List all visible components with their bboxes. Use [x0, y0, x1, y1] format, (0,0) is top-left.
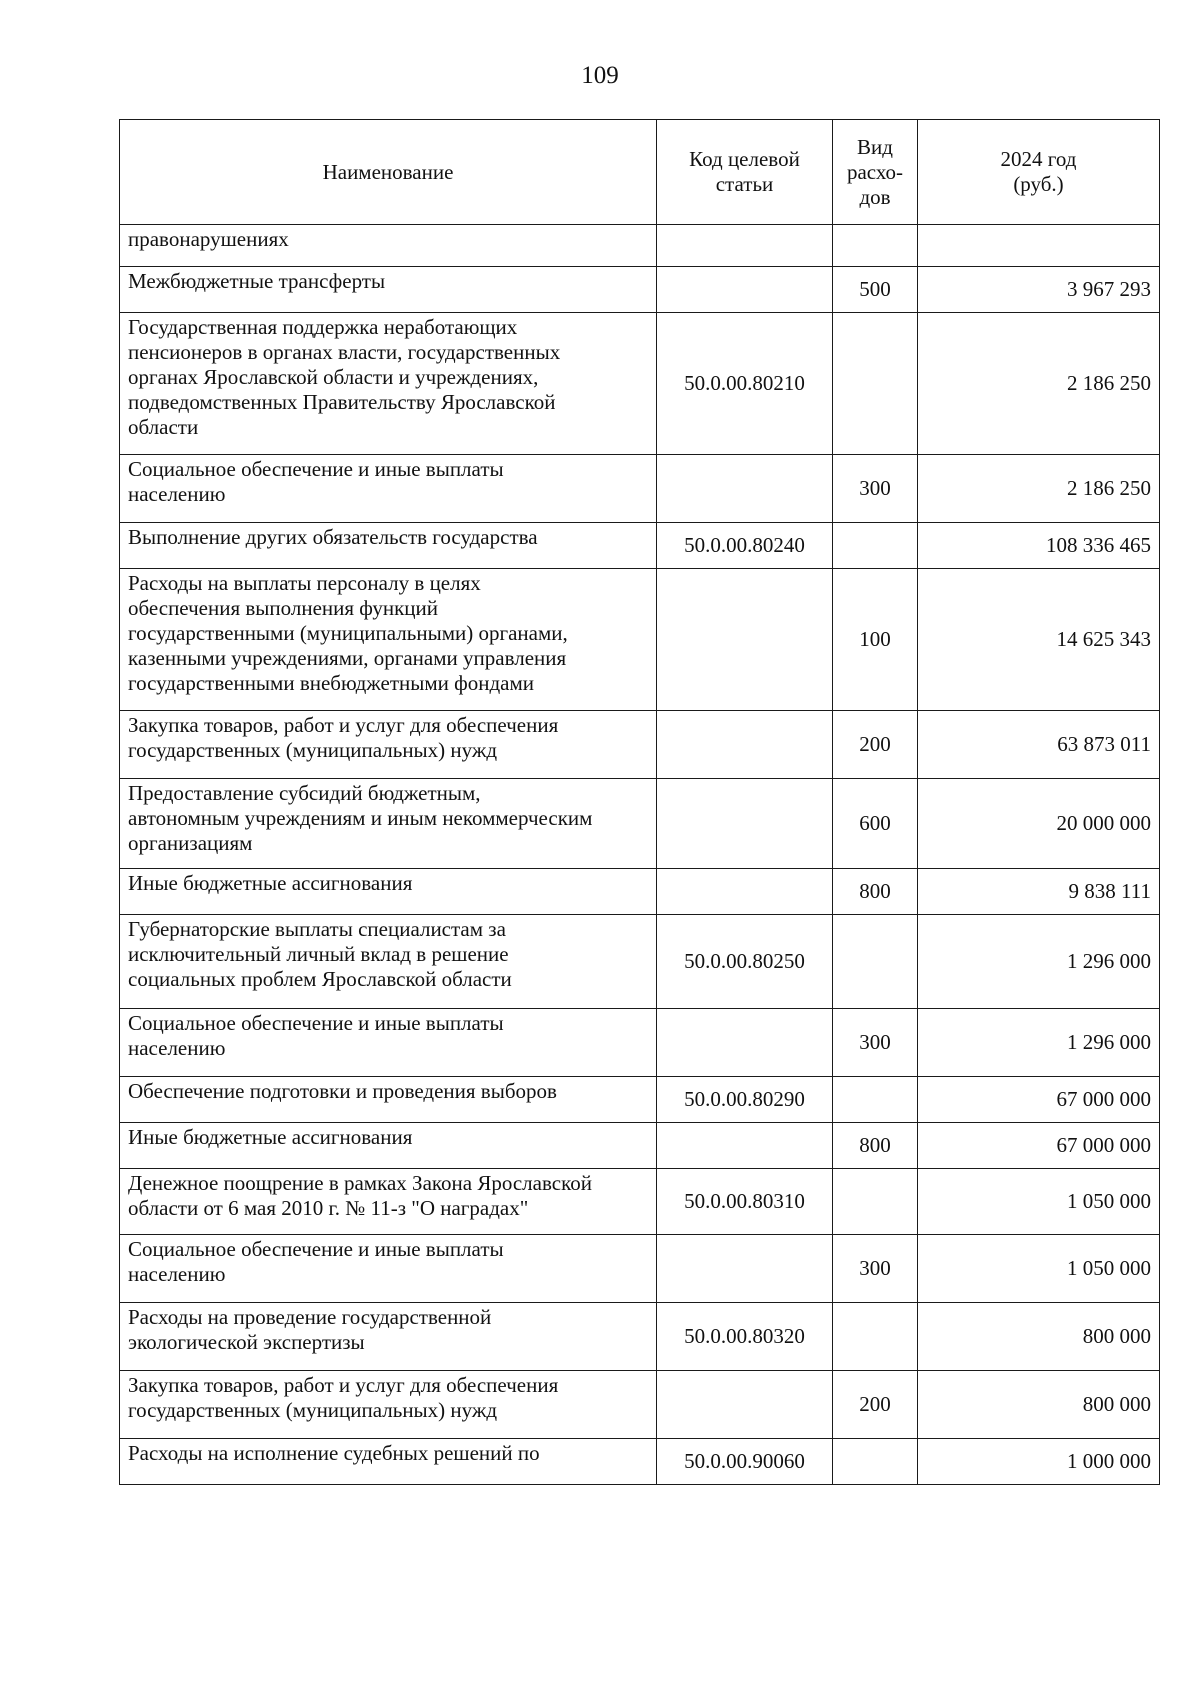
- text-line: правонарушениях: [128, 227, 289, 251]
- text-line: социальных проблем Ярославской области: [128, 967, 512, 991]
- cell-code: [657, 869, 833, 915]
- cell-name: [120, 1009, 657, 1077]
- cell-name: [120, 569, 657, 711]
- text-line: Иные бюджетные ассигнования: [128, 871, 413, 895]
- cell-name: [120, 523, 657, 569]
- table-row: [120, 711, 1160, 779]
- cell-type: [833, 1303, 918, 1371]
- text-line: Вид: [857, 134, 893, 159]
- table-row: [120, 869, 1160, 915]
- cell-code: 50.0.00.90060: [657, 1439, 833, 1485]
- cell-type: 300: [833, 1235, 918, 1303]
- text-line: области от 6 мая 2010 г. № 11-з "О наградах": [128, 1196, 529, 1220]
- cell-code: 50.0.00.80210: [657, 313, 833, 455]
- text-line: (руб.): [1013, 172, 1064, 196]
- text-line: статьи: [715, 172, 774, 196]
- text-line: дов: [859, 184, 891, 209]
- cell-amount: 1 050 000: [918, 1235, 1160, 1303]
- cell-amount: 2 186 250: [918, 313, 1160, 455]
- budget-table: [119, 119, 1160, 1485]
- table-row: [120, 1009, 1160, 1077]
- cell-code: [657, 569, 833, 711]
- text-line: 2024 год: [1000, 147, 1077, 171]
- text-line: Закупка товаров, работ и услуг для обеспечения: [128, 1373, 559, 1397]
- cell-amount: 1 296 000: [918, 915, 1160, 1009]
- text-line: Наименование: [322, 159, 454, 184]
- cell-name: [120, 455, 657, 523]
- table-row: [120, 267, 1160, 313]
- text-line: Расходы на проведение государственной: [128, 1305, 492, 1329]
- text-line: Социальное обеспечение и иные выплаты: [128, 457, 504, 481]
- cell-type: [833, 1169, 918, 1235]
- cell-type: 200: [833, 711, 918, 779]
- text-line: Социальное обеспечение и иные выплаты: [128, 1237, 504, 1261]
- text-line: пенсионеров в органах власти, государственных: [128, 340, 561, 364]
- table-row: [120, 455, 1160, 523]
- table-row: [120, 225, 1160, 267]
- text-line: Расходы на исполнение судебных решений по: [128, 1441, 540, 1465]
- table-row: [120, 1235, 1160, 1303]
- cell-code: [657, 1235, 833, 1303]
- cell-name: [120, 915, 657, 1009]
- cell-type: 500: [833, 267, 918, 313]
- cell-name: [120, 1439, 657, 1485]
- text-line: государственных (муниципальных) нужд: [128, 738, 498, 762]
- cell-type: 800: [833, 869, 918, 915]
- cell-code: 50.0.00.80290: [657, 1077, 833, 1123]
- header-row: [120, 120, 1160, 225]
- cell-name: [120, 1235, 657, 1303]
- text-line: населению: [128, 1262, 226, 1286]
- text-line: Код целевой: [689, 147, 800, 171]
- cell-amount: 67 000 000: [918, 1123, 1160, 1169]
- text-line: населению: [128, 482, 226, 506]
- cell-code: [657, 779, 833, 869]
- table-row: [120, 779, 1160, 869]
- cell-type: [833, 915, 918, 1009]
- cell-amount: 800 000: [918, 1303, 1160, 1371]
- table-row: [120, 569, 1160, 711]
- cell-code: [657, 267, 833, 313]
- cell-amount: 2 186 250: [918, 455, 1160, 523]
- cell-amount: 14 625 343: [918, 569, 1160, 711]
- cell-type: [833, 225, 918, 267]
- cell-name: [120, 267, 657, 313]
- text-line: Предоставление субсидий бюджетным,: [128, 781, 481, 805]
- cell-code: [657, 455, 833, 523]
- header-amount: [918, 120, 1160, 225]
- text-line: Государственная поддержка неработающих: [128, 315, 518, 339]
- cell-type: [833, 313, 918, 455]
- text-line: автономным учреждениям и иным некоммерческим: [128, 806, 593, 830]
- table-row: [120, 1169, 1160, 1235]
- cell-type: [833, 1077, 918, 1123]
- cell-name: [120, 1371, 657, 1439]
- text-line: экологической экспертизы: [128, 1330, 365, 1354]
- text-line: населению: [128, 1036, 226, 1060]
- text-line: государственными (муниципальными) органами,: [128, 621, 568, 645]
- cell-amount: 800 000: [918, 1371, 1160, 1439]
- header-type: [833, 120, 918, 225]
- cell-name: [120, 779, 657, 869]
- table-row: [120, 1077, 1160, 1123]
- cell-type: 300: [833, 1009, 918, 1077]
- text-line: исключительный личный вклад в решение: [128, 942, 509, 966]
- table-row: [120, 1371, 1160, 1439]
- text-line: расхо-: [846, 159, 904, 184]
- cell-amount: 1 000 000: [918, 1439, 1160, 1485]
- cell-code: [657, 225, 833, 267]
- cell-name: [120, 225, 657, 267]
- cell-type: 100: [833, 569, 918, 711]
- cell-code: [657, 1123, 833, 1169]
- cell-amount: [918, 225, 1160, 267]
- cell-type: [833, 523, 918, 569]
- cell-type: 300: [833, 455, 918, 523]
- header-code: [657, 120, 833, 225]
- text-line: подведомственных Правительству Ярославской: [128, 390, 556, 414]
- cell-amount: 9 838 111: [918, 869, 1160, 915]
- text-line: казенными учреждениями, органами управления: [128, 646, 567, 670]
- cell-name: [120, 1077, 657, 1123]
- cell-name: [120, 1169, 657, 1235]
- cell-amount: 108 336 465: [918, 523, 1160, 569]
- cell-code: 50.0.00.80310: [657, 1169, 833, 1235]
- table-row: [120, 313, 1160, 455]
- cell-amount: 1 050 000: [918, 1169, 1160, 1235]
- cell-code: [657, 1009, 833, 1077]
- text-line: Губернаторские выплаты специалистам за: [128, 917, 506, 941]
- page-number: 109: [581, 62, 619, 89]
- text-line: Денежное поощрение в рамках Закона Ярославской: [128, 1171, 592, 1195]
- cell-code: 50.0.00.80320: [657, 1303, 833, 1371]
- table-row: [120, 523, 1160, 569]
- cell-amount: 3 967 293: [918, 267, 1160, 313]
- cell-amount: 63 873 011: [918, 711, 1160, 779]
- text-line: Расходы на выплаты персоналу в целях: [128, 571, 481, 595]
- text-line: Иные бюджетные ассигнования: [128, 1125, 413, 1149]
- cell-name: [120, 313, 657, 455]
- cell-name: [120, 711, 657, 779]
- text-line: Социальное обеспечение и иные выплаты: [128, 1011, 504, 1035]
- table-row: [120, 1303, 1160, 1371]
- cell-name: [120, 1123, 657, 1169]
- text-line: государственными внебюджетными фондами: [128, 671, 535, 695]
- header-name: [120, 120, 657, 225]
- cell-amount: 20 000 000: [918, 779, 1160, 869]
- text-line: обеспечения выполнения функций: [128, 596, 439, 620]
- table-body: [120, 225, 1160, 1485]
- text-line: Обеспечение подготовки и проведения выборов: [128, 1079, 557, 1103]
- cell-code: 50.0.00.80240: [657, 523, 833, 569]
- cell-code: [657, 1371, 833, 1439]
- text-line: органах Ярославской области и учреждениях,: [128, 365, 539, 389]
- cell-name: [120, 869, 657, 915]
- table-row: [120, 1439, 1160, 1485]
- text-line: организациям: [128, 831, 253, 855]
- cell-amount: 1 296 000: [918, 1009, 1160, 1077]
- cell-name: [120, 1303, 657, 1371]
- cell-code: [657, 711, 833, 779]
- cell-code: 50.0.00.80250: [657, 915, 833, 1009]
- cell-type: 800: [833, 1123, 918, 1169]
- text-line: Закупка товаров, работ и услуг для обеспечения: [128, 713, 559, 737]
- cell-type: [833, 1439, 918, 1485]
- text-line: Выполнение других обязательств государства: [128, 525, 538, 549]
- cell-amount: 67 000 000: [918, 1077, 1160, 1123]
- table-row: [120, 1123, 1160, 1169]
- cell-type: 200: [833, 1371, 918, 1439]
- text-line: Межбюджетные трансферты: [128, 269, 386, 293]
- text-line: области: [128, 415, 199, 439]
- cell-type: 600: [833, 779, 918, 869]
- text-line: государственных (муниципальных) нужд: [128, 1398, 498, 1422]
- table-row: [120, 915, 1160, 1009]
- table-header: [120, 120, 1160, 225]
